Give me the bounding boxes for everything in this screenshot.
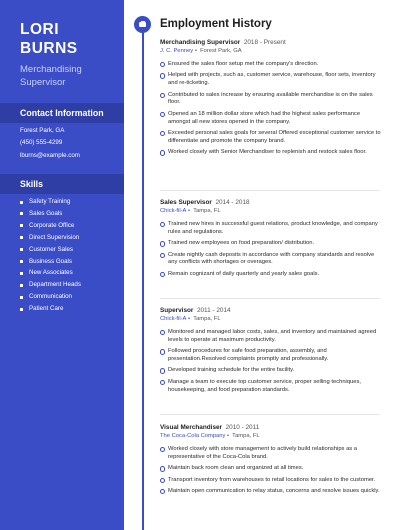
job-title: Visual Merchandiser [160,424,223,431]
skill-item: New Associates [20,267,81,279]
job-company: J. C. Penney [160,48,194,54]
contact-list [20,125,80,162]
skills-list [20,196,81,315]
job-divider [160,190,380,191]
contact-email[interactable]: lburns@example.com [20,151,80,159]
contact-section-header [0,103,124,123]
job-bullet: Worked closely with store management to actively build relationships as a representative of the Coca-Cola brand. [160,446,382,462]
job-divider [160,298,380,299]
job-company-line: Chick-fil-A • Tampa, FL [160,316,221,322]
job-dates: 2014 - 2018 [215,199,250,206]
job-location: Forest Park, GA [200,48,242,54]
job-bullet: Maintain back room clean and organized at all times. [160,465,382,473]
job-bullet: Create nightly cash deposits in accordance with company standards and resolve any conflicts with shortages or overages. [160,252,382,268]
job-bullet: Helped with projects, such as, customer service, warehouse, floor sets, inventory and re-ticketing. [160,72,382,88]
job-bullet: Worked closely with Senior Merchandiser to replenish and restock sales floor. [160,149,382,157]
job-bullets [160,446,382,496]
job-title: Supervisor [160,307,194,314]
last-name: BURNS [20,40,78,57]
job-company: Chick-fil-A [160,316,187,322]
job-dates: 2011 - 2014 [196,307,231,314]
job-header [160,306,382,315]
job-bullet: Followed procedures for safe food preparation, assembly, and presentation.Resolved complaints promptly and professionally. [160,348,382,364]
skills-section-header [0,174,124,194]
candidate-title: Merchandising Supervisor [20,64,82,88]
job-entry [160,38,382,161]
job-bullet: Remain cognizant of daily quarterly and yearly sales goals. [160,271,382,279]
skill-item: Patient Care [20,303,81,315]
job-bullet: Ensured the sales floor setup met the company's direction. [160,61,382,69]
job-company-line: The Coca-Cola Company • Tampa, FL [160,433,260,439]
job-location: Tampa, FL [193,316,221,322]
skills-heading: Skills [20,179,43,189]
skill-item: Department Heads [20,279,81,291]
job-dates: 2018 - Present [243,39,286,46]
contact-heading: Contact Information [20,108,104,118]
job-company: The Coca-Cola Company [160,433,226,439]
job-header [160,198,382,207]
skill-item: Direct Supervision [20,232,81,244]
sidebar [0,0,124,530]
candidate-name [20,20,78,58]
job-bullet: Exceeded personal sales goals for several Offered exceptional customer service to differentiate and promote the company brand. [160,130,382,146]
job-bullet: Manage a team to execute top customer service, proper selling techniques, housekeeping, and food preparation standards. [160,379,382,395]
skill-item: Business Goals [20,256,81,268]
first-name: LORI [20,21,60,38]
job-bullet: Trained new employees on food preparation/ distribution. [160,240,382,248]
skill-item: Communication [20,291,81,303]
timeline-line [142,30,144,530]
job-company: Chick-fil-A [160,208,187,214]
job-entry [160,423,382,499]
job-bullet: Contributed to sales increase by ensuring available merchandise is on the sales floor. [160,92,382,108]
job-bullet: Transport inventory from warehouses to retail locations for sales to the customer. [160,477,382,485]
skill-item: Sales Goals [20,208,81,220]
job-bullet: Trained new hires in successful guest relations, product knowledge, and company rules and regulations. [160,221,382,237]
job-bullet: Opened an 18 million dollar store which had the highest sales performance amongst all new stores opened in the company. [160,111,382,127]
briefcase-icon [134,16,151,33]
job-bullets [160,221,382,279]
skill-item: Safety Training [20,196,81,208]
job-company-line: Chick-fil-A • Tampa, FL [160,208,221,214]
job-title: Sales Supervisor [160,199,212,206]
job-bullet: Developed training schedule for the entire facility. [160,367,382,375]
job-entry [160,306,382,398]
job-location: Tampa, FL [232,433,260,439]
job-bullets [160,329,382,394]
job-entry [160,198,382,282]
job-location: Tampa, FL [193,208,221,214]
job-company-line: J. C. Penney • Forest Park, GA [160,48,242,54]
job-dates: 2010 - 2011 [225,424,260,431]
job-bullets [160,61,382,157]
job-title: Merchandising Supervisor [160,39,241,46]
job-divider [160,414,380,415]
job-header [160,38,382,47]
skill-item: Corporate Office [20,220,81,232]
contact-phone: (450) 555-4299 [20,139,63,147]
job-bullet: Maintain open communication to relay status, concerns and resolve issues quickly. [160,488,382,496]
skill-item: Customer Sales [20,244,81,256]
contact-location: Forest Park, GA [20,127,65,134]
job-header [160,423,382,432]
job-bullet: Monitored and managed labor costs, sales, and inventory and maintained agreed levels to operate at maximum productivity. [160,329,382,345]
employment-heading: Employment History [160,18,272,30]
